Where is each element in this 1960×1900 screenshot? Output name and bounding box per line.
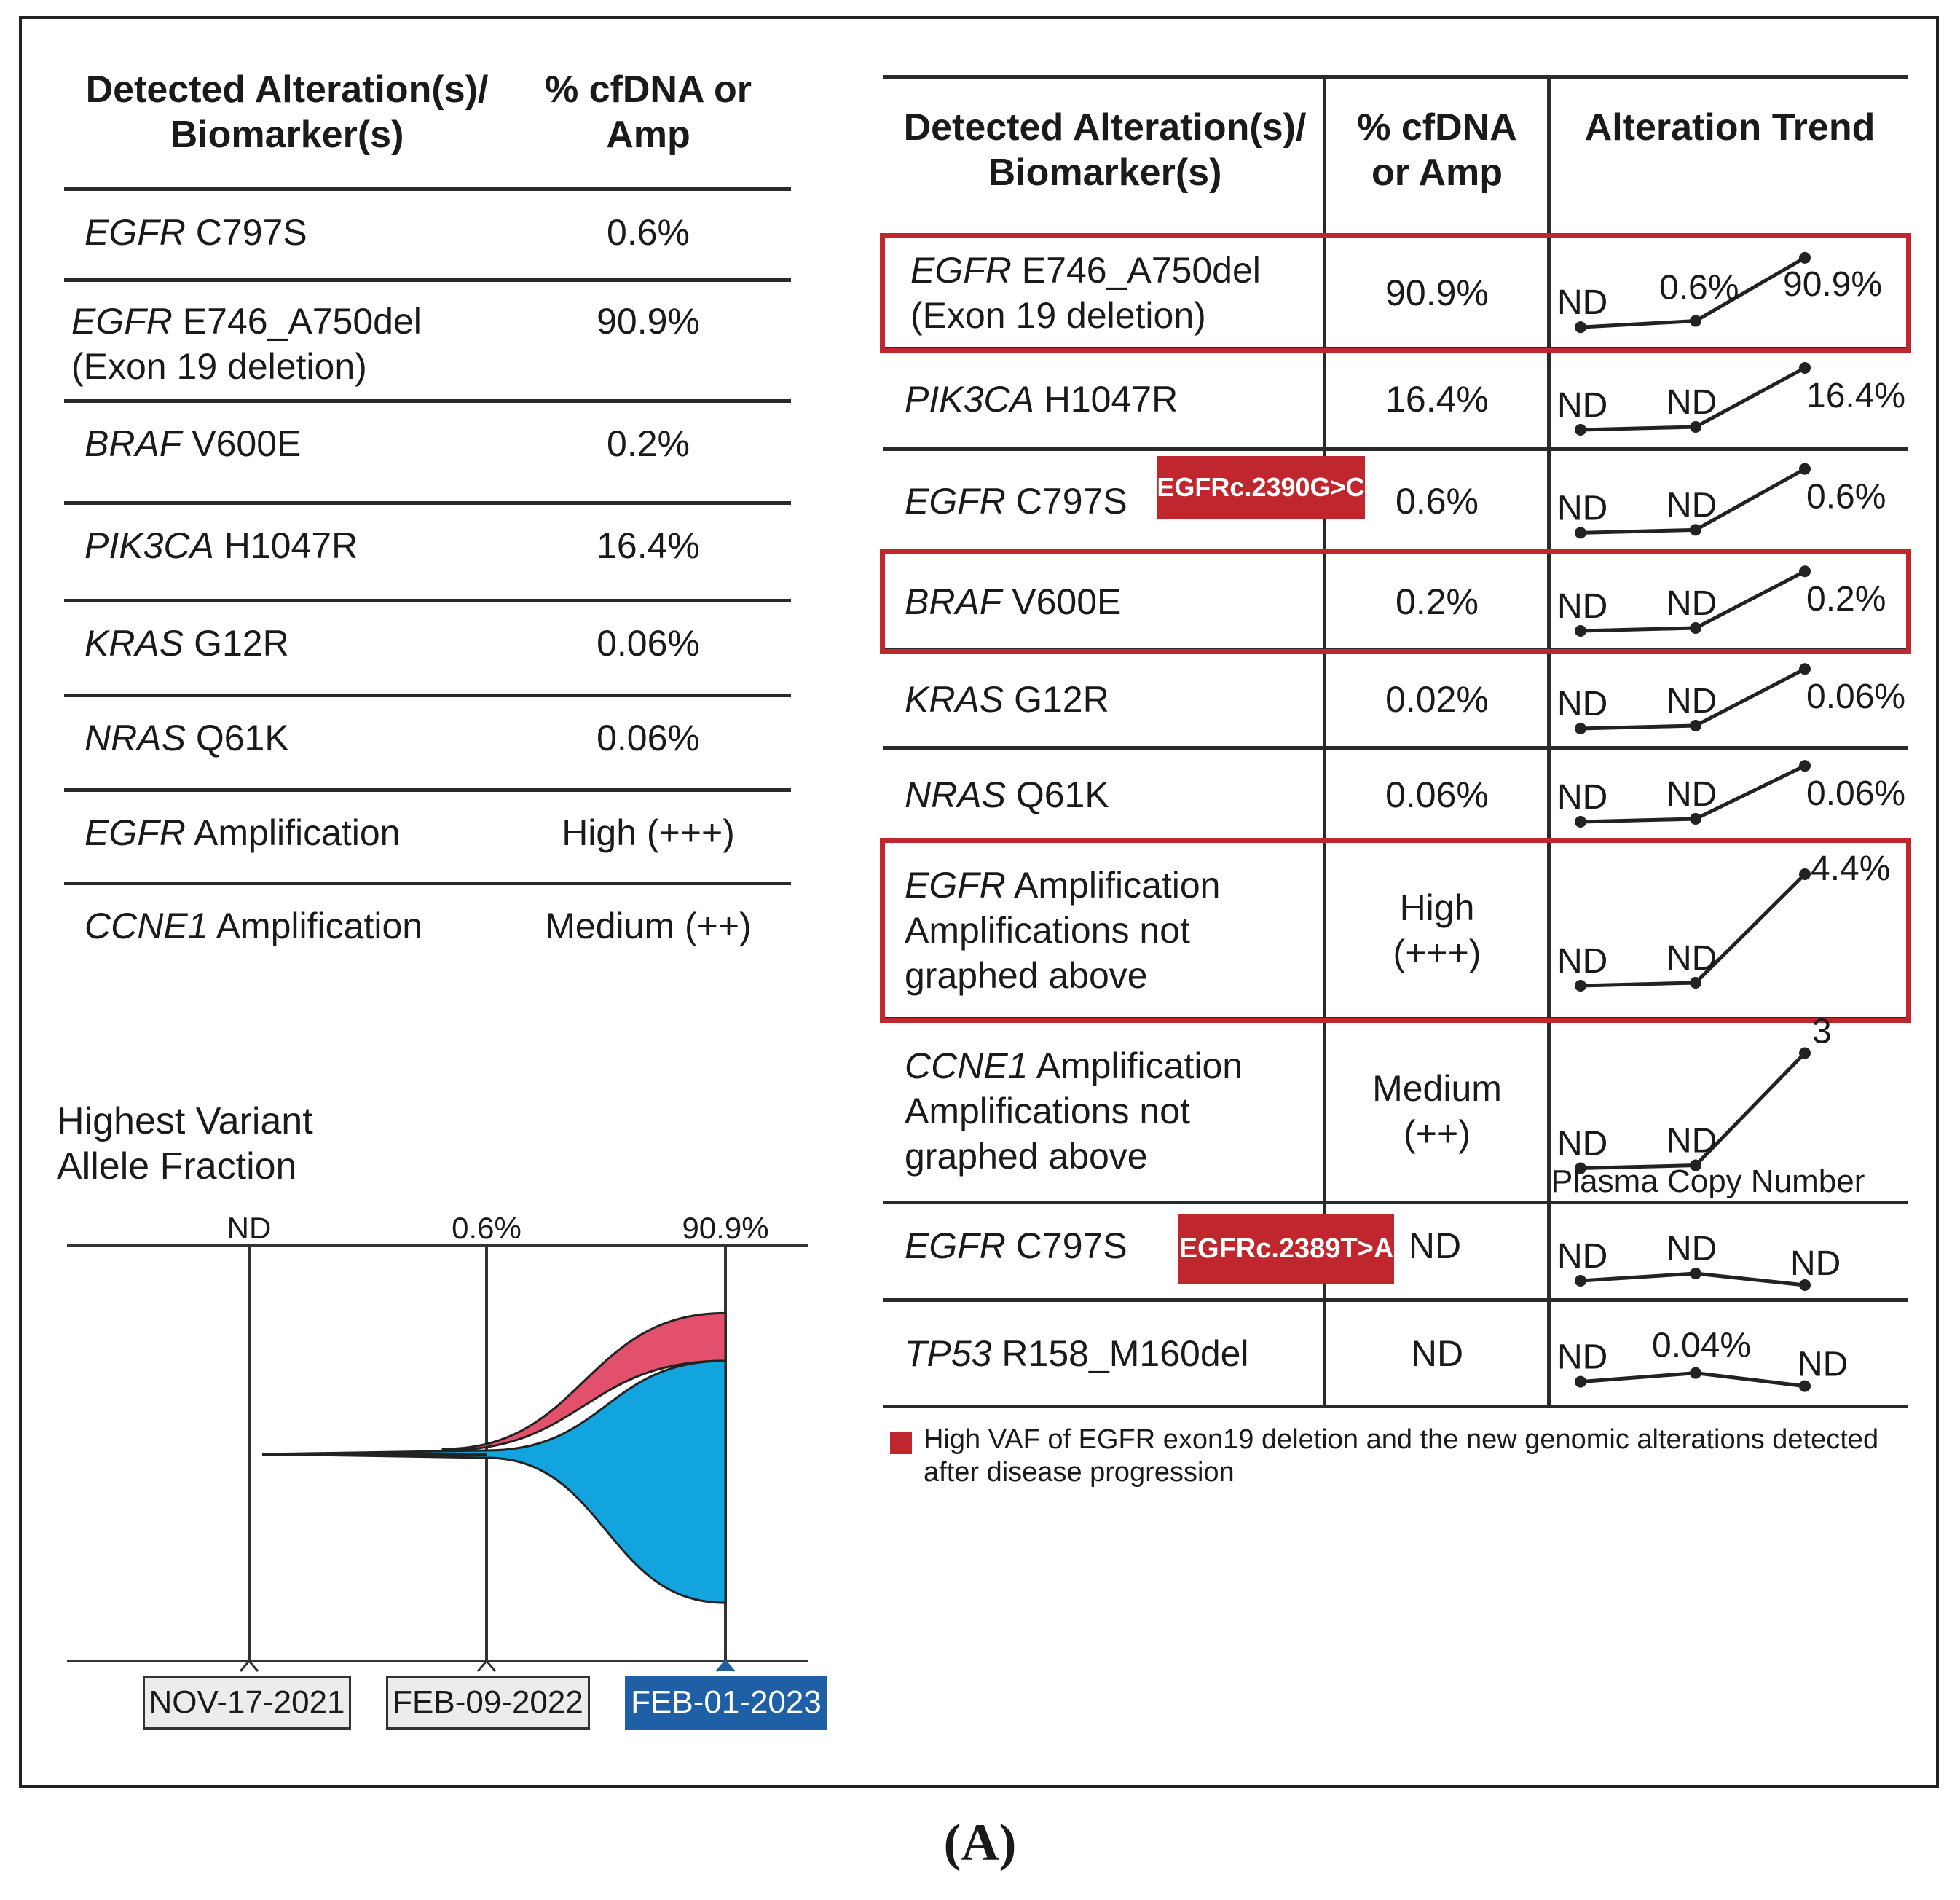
trend-point — [1690, 1367, 1701, 1379]
gene-name: NRAS — [905, 774, 1006, 815]
right-rule — [883, 1405, 1908, 1408]
highlight-box — [880, 838, 1911, 1023]
trend-label: ND — [1666, 775, 1717, 814]
alteration-detail: (Exon 19 deletion) — [910, 295, 1206, 336]
gene-name: BRAF — [905, 581, 1002, 622]
right-row-value-line: 0.2% — [1396, 581, 1479, 622]
left-header-value-line1: % cfDNA or — [544, 68, 752, 111]
trend-label: ND — [1666, 938, 1717, 978]
gene-name: EGFR — [71, 301, 173, 342]
trend-sparkline — [1550, 451, 1932, 551]
alteration-name: V600E — [1001, 581, 1122, 622]
right-row-alteration — [905, 677, 1109, 722]
trend-label: 4.4% — [1811, 849, 1891, 889]
left-row-value: High (+++) — [562, 812, 735, 853]
trend-sparkline — [1550, 1012, 1932, 1201]
panel-label: (A) — [943, 1813, 1017, 1872]
alteration-name: V600E — [181, 423, 302, 464]
highlight-box — [880, 233, 1911, 353]
legend-line2: after disease progression — [924, 1457, 1235, 1488]
alteration-name: Amplification — [1005, 865, 1221, 906]
alteration-name: C797S — [185, 212, 307, 253]
trend-point — [1799, 362, 1811, 374]
alteration-name: Q61K — [185, 718, 289, 758]
trend-sparkline — [1550, 350, 1932, 447]
right-header-value — [1327, 105, 1547, 195]
trend-label: 3 — [1812, 1012, 1832, 1051]
alteration-name: C797S — [1005, 1225, 1127, 1266]
left-header-alteration-line1: Detected Alteration(s)/ — [85, 68, 489, 111]
area-egfr-exon19 — [262, 1361, 725, 1603]
chart-top-label: ND — [227, 1211, 272, 1245]
trend-point — [1799, 760, 1811, 772]
right-row-value-line: 90.9% — [1385, 272, 1489, 313]
alteration-name: H1047R — [1034, 379, 1178, 420]
trend-label: ND — [1557, 587, 1608, 626]
alteration-detail: (Exon 19 deletion) — [71, 346, 367, 387]
left-header-value-line2: Amp — [606, 114, 690, 156]
trend-label: 0.06% — [1806, 678, 1906, 717]
gene-name: EGFR — [905, 1225, 1006, 1266]
right-row-value — [1327, 677, 1547, 722]
trend-label: ND — [1666, 486, 1717, 525]
variant-tag: EGFRc.2389T>A — [1178, 1214, 1394, 1284]
trend-label: ND — [1557, 685, 1608, 723]
alteration-detail: Amplifications not — [905, 910, 1190, 951]
alteration-detail: Amplifications not — [905, 1091, 1190, 1131]
trend-label: ND — [1557, 778, 1608, 817]
right-row-value-line: 0.06% — [1385, 774, 1489, 815]
right-row-value — [1327, 1331, 1547, 1376]
trend-label: ND — [1666, 682, 1717, 721]
trend-label: ND — [1557, 386, 1608, 425]
gene-name: TP53 — [905, 1333, 992, 1374]
right-row-alteration — [905, 1331, 1249, 1376]
alteration-name: Amplification — [1028, 1045, 1243, 1086]
right-row-value — [1327, 772, 1547, 817]
alteration-detail: graphed above — [905, 955, 1148, 996]
trend-label: ND — [1557, 1124, 1608, 1163]
trend-label: 0.6% — [1806, 477, 1886, 517]
right-header-value-line2: or Amp — [1371, 152, 1503, 194]
right-row-alteration — [905, 479, 1127, 524]
trend-label: ND — [1557, 1338, 1608, 1377]
trend-point — [1690, 421, 1701, 433]
right-top-rule — [883, 75, 1908, 79]
right-row-value — [1398, 1223, 1471, 1268]
alteration-name: G12R — [1004, 679, 1109, 720]
trend-label: ND — [1557, 489, 1608, 528]
alteration-name: Amplification — [208, 906, 423, 946]
trend-label: 0.2% — [1806, 580, 1886, 619]
alteration-name: E746_A750del — [172, 301, 422, 342]
right-row-value-line: (++) — [1404, 1113, 1471, 1154]
trend-sparkline — [1550, 750, 1932, 839]
trend-label: ND — [1557, 283, 1608, 323]
right-row-value-line: ND — [1410, 1333, 1464, 1374]
trend-note: Plasma Copy Number — [1551, 1163, 1865, 1199]
date-pointer — [240, 1661, 258, 1671]
left-row-value: 90.9% — [597, 301, 700, 342]
right-header-alteration-line1: Detected Alteration(s)/ — [903, 106, 1307, 149]
gene-name: NRAS — [84, 718, 186, 758]
trend-label: ND — [1666, 1121, 1717, 1161]
trend-point — [1575, 424, 1586, 436]
trend-sparkline — [1550, 652, 1932, 746]
trend-point — [1575, 1376, 1586, 1388]
right-row-value-line: Medium — [1372, 1068, 1502, 1109]
trend-label: ND — [1557, 941, 1608, 981]
left-row-value: 0.06% — [597, 718, 700, 758]
left-row-value: 0.2% — [607, 423, 690, 464]
gene-name: CCNE1 — [905, 1045, 1028, 1086]
right-row-value — [1327, 1066, 1547, 1156]
timepoint-date: FEB-01-2023 — [625, 1676, 827, 1730]
chart-top-label: 0.6% — [452, 1211, 522, 1245]
trend-point — [1690, 720, 1701, 731]
gene-name: KRAS — [84, 623, 184, 664]
right-row-value-line: 0.02% — [1385, 679, 1489, 720]
variant-tag: EGFRc.2390G>C — [1157, 456, 1365, 519]
right-row-value — [1327, 377, 1547, 422]
chart-top-label: 90.9% — [682, 1211, 769, 1245]
alteration-name: C797S — [1005, 481, 1127, 522]
trend-sparkline — [1550, 1302, 1932, 1405]
trend-label: ND — [1666, 383, 1717, 422]
right-row-value-line: ND — [1408, 1225, 1462, 1266]
alteration-name: G12R — [184, 623, 289, 664]
alteration-detail: graphed above — [905, 1136, 1148, 1177]
right-row-alteration — [905, 1223, 1127, 1268]
trend-label: ND — [1557, 1237, 1608, 1276]
gene-name: EGFR — [84, 812, 186, 853]
highlight-box — [880, 549, 1911, 654]
gene-name: PIK3CA — [905, 379, 1034, 420]
trend-label: 0.04% — [1652, 1326, 1752, 1365]
trend-label: ND — [1666, 1230, 1717, 1268]
trend-label: 90.9% — [1783, 264, 1883, 304]
trend-label: 0.06% — [1806, 774, 1906, 814]
trend-point — [1575, 816, 1586, 828]
trend-point — [1690, 524, 1701, 535]
right-row-value-line: (+++) — [1393, 933, 1481, 973]
trend-point — [1575, 527, 1586, 538]
gene-name: BRAF — [84, 423, 182, 464]
legend-line1: High VAF of EGFR exon19 deletion and the new genomic alterations detected — [924, 1424, 1879, 1455]
timepoint-date: FEB-09-2022 — [386, 1676, 590, 1730]
alteration-name: H1047R — [213, 525, 358, 566]
chart-title-line2: Allele Fraction — [57, 1145, 297, 1188]
gene-name: PIK3CA — [84, 525, 214, 566]
alteration-name: E746_A750del — [1011, 250, 1261, 291]
gene-name: EGFR — [905, 481, 1006, 522]
right-header-alteration-line2: Biomarker(s) — [988, 152, 1222, 194]
alteration-name: Q61K — [1005, 774, 1109, 815]
right-row-alteration — [905, 1043, 1243, 1179]
trend-point — [1799, 463, 1811, 475]
trend-point — [1575, 1275, 1586, 1287]
alteration-name: R158_M160del — [991, 1333, 1249, 1374]
trend-point — [1799, 1047, 1811, 1059]
gene-name: KRAS — [905, 679, 1004, 720]
trend-label: 0.6% — [1659, 268, 1739, 307]
right-row-value-line: 0.6% — [1396, 481, 1479, 522]
trend-point — [1690, 813, 1701, 825]
gene-name: EGFR — [910, 250, 1012, 291]
legend-text — [924, 1424, 1878, 1489]
right-header-value-line1: % cfDNA — [1357, 106, 1517, 149]
alteration-name: Amplification — [185, 812, 401, 853]
trend-label: 16.4% — [1806, 376, 1906, 415]
right-header-alteration — [883, 105, 1327, 195]
timepoint-date: NOV-17-2021 — [143, 1676, 351, 1730]
right-row-alteration — [905, 772, 1109, 817]
right-row-value-line: High — [1399, 887, 1475, 928]
left-row-value: Medium (++) — [545, 906, 752, 946]
trend-point — [1575, 723, 1586, 734]
chart-title-line1: Highest Variant — [57, 1100, 313, 1142]
trend-label: ND — [1798, 1345, 1849, 1384]
left-row-value: 16.4% — [597, 525, 700, 566]
gene-name: EGFR — [84, 212, 186, 253]
trend-point — [1690, 1268, 1701, 1279]
legend-swatch — [890, 1432, 912, 1454]
left-row-value: 0.06% — [597, 623, 700, 664]
trend-label: ND — [1666, 584, 1717, 623]
date-pointer — [478, 1661, 495, 1671]
date-pointer — [717, 1661, 734, 1671]
trend-label: ND — [1790, 1244, 1841, 1283]
left-row-value: 0.6% — [607, 212, 690, 253]
right-row-value-line: 16.4% — [1385, 379, 1489, 420]
trend-point — [1799, 663, 1811, 675]
right-row-alteration — [905, 377, 1178, 422]
gene-name: EGFR — [905, 865, 1006, 906]
left-header-alteration-line2: Biomarker(s) — [170, 114, 404, 156]
trend-sparkline — [1550, 1204, 1932, 1298]
right-header-trend: Alteration Trend — [1584, 106, 1876, 149]
gene-name: CCNE1 — [84, 906, 208, 946]
